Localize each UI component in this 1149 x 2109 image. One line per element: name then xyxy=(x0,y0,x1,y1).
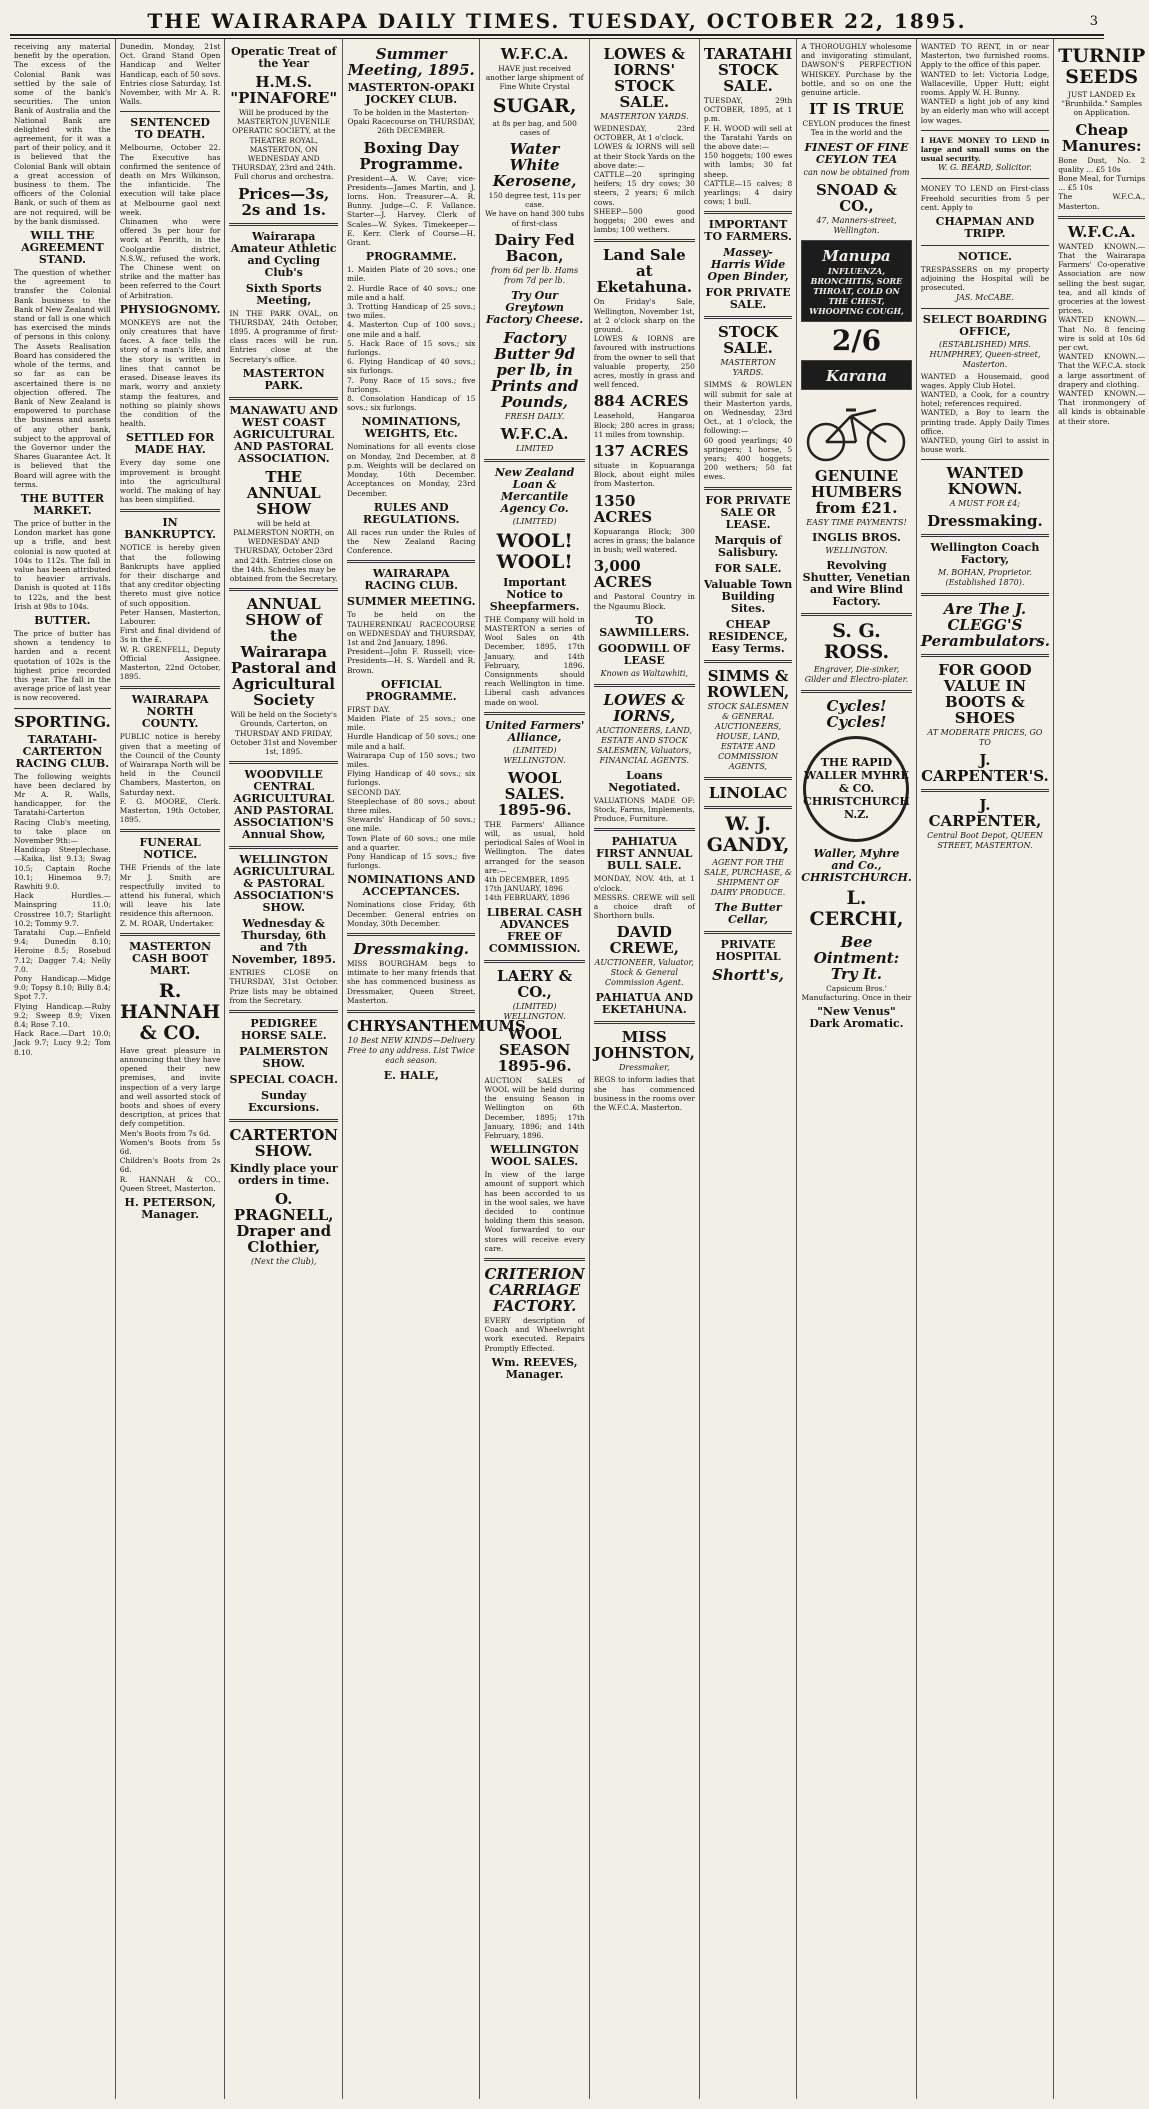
ad-subheading: FRESH DAILY. xyxy=(504,411,565,421)
article-body: Chinamen who were offered 3s per hour for work at Penrith, in the Coolgardie district, N.S.W., refused the work. The Chinese went on strike and the matter has been referred to the Court of Arbitration. xyxy=(119,217,221,300)
divider xyxy=(120,933,221,936)
ad-heading: TARATAHI STOCK SALE. xyxy=(703,45,793,95)
column-6 xyxy=(590,39,700,2099)
ad-heading: Sunday Excursions. xyxy=(248,1089,320,1115)
ad-body: FIRST DAY. Maiden Plate of 25 sovs.; one mile. Hurdle Handicap of 50 sovs.; one mile and a half. Wairarapa Cup of 150 sovs.; two miles. Flying Handicap of 40 sovs.; six furlongs. SECOND DAY. Steeplechase of 80 sovs.; about three miles. Stewards' Handicap of 50 sovs.; one mile. Town Plate of 60 sovs.; one mile and a quarter. Pony Handicap of 15 sovs.; five furlongs. xyxy=(346,704,476,871)
ad-heading: LINOLAC xyxy=(708,783,788,802)
ad-subheading: STOCK SALESMEN & GENERAL AUCTIONEERS, HOUSE, LAND, ESTATE AND COMMISSION AGENTS, xyxy=(707,701,789,771)
divider xyxy=(921,245,1050,246)
divider xyxy=(484,1258,584,1261)
ad-heading: NOMINATIONS AND ACCEPTANCES. xyxy=(347,873,476,899)
ad-heading: Boxing Day Programme. xyxy=(359,138,464,173)
ad-heading: Water White Kerosene, xyxy=(492,140,577,191)
divider xyxy=(704,316,792,319)
divider xyxy=(704,777,792,780)
divider xyxy=(704,660,792,663)
ad-heading: Loans Negotiated. xyxy=(608,768,681,794)
classified-body: WANTED TO RENT, in or near Masterton, two furnished rooms. Apply to the office of this paper. WANTED to let: Victoria Lodge, Wallaceville, Upper Hutt; eight rooms. Apply W. H. Bunny. WANTED a light job of any kind by an elderly man who will accept low wages. xyxy=(920,42,1050,125)
divider xyxy=(921,593,1050,596)
ad-heading: Karana xyxy=(825,366,887,385)
divider xyxy=(594,239,695,242)
rapid-bicycle-logo: THE RAPID WALLER MYHRE & CO. CHRISTCHURCH N.Z. xyxy=(803,736,909,842)
divider xyxy=(229,223,338,226)
ad-body: 150 degree test, 11s per case. xyxy=(488,191,581,210)
ad-subheading: (LIMITED) WELLINGTON. xyxy=(503,1001,566,1021)
divider xyxy=(921,130,1050,131)
notice-heading: WAIRARAPA NORTH COUNTY. xyxy=(131,693,209,731)
ad-subheading: EASY TIME PAYMENTS! xyxy=(806,517,907,527)
ad-body: will be held at PALMERSTON NORTH, on WEDNESDAY AND THURSDAY, October 23rd and 24th. Entries close on the 14th. Schedules may be obtained from the Secretary. xyxy=(229,518,338,584)
divider xyxy=(14,708,111,709)
ad-heading: Cycles! Cycles! xyxy=(826,696,887,731)
ad-heading: MASTERTON-OPAKI JOCKEY CLUB. xyxy=(347,81,475,106)
ad-body: WEDNESDAY, 23rd OCTOBER, At 1 o'clock. LOWES & IORNS will sell at their Stock Yards on the above date:— CATTLE—20 springing heifers; 15 dry cows; 30 steers, 2 years; 6 milch cows. SHEEP—500 good hoggets; 200 ewes and lambs; 100 wethers. xyxy=(593,124,695,235)
ad-heading: "New Venus" Dark Aromatic. xyxy=(809,1005,904,1031)
ad-heading: W.F.C.A. xyxy=(500,45,569,63)
column-4 xyxy=(343,39,526,2099)
ad-subheading: (LIMITED) WELLINGTON. xyxy=(503,745,566,765)
ad-heading: Dairy Fed Bacon, xyxy=(494,230,575,265)
ad-heading: Wednesday & Thursday, 6th and 7th November, 1895. xyxy=(231,917,336,967)
column-8 xyxy=(797,39,916,2099)
classified-body: TRESPASSERS on my property adjoining the Hospital will be prosecuted. xyxy=(920,265,1050,293)
ad-heading: SUMMER MEETING. xyxy=(347,595,476,609)
article-heading: THE BUTTER MARKET. xyxy=(20,491,104,517)
divider xyxy=(229,588,338,591)
ad-heading: W.F.C.A. xyxy=(1067,222,1136,241)
ad-heading: FOR SALE. xyxy=(714,561,782,575)
ad-heading: Waller, Myhre and Co., CHRISTCHURCH. xyxy=(801,846,912,884)
ad-body: Have great pleasure in announcing that they have opened their new premises, and invite inspection of a very large and well assorted stock of boots and shoes of every description, at prices that defy competition. Men's Boots from 7s 6d. Women's Boots from 5s 6d. Children's Boots from 2s 6d. R. HANNAH & CO., Queen Street, Masterton. xyxy=(119,1045,221,1193)
ad-heading: J. CARPENTER'S. xyxy=(921,751,1049,786)
column-2 xyxy=(116,39,226,2099)
notice-heading: FUNERAL NOTICE. xyxy=(139,836,201,862)
ad-heading: Summer Meeting, 1895. xyxy=(347,45,475,79)
divider xyxy=(229,761,338,764)
ad-heading: WELLINGTON AGRICULTURAL & PASTORAL ASSOCIATION'S SHOW. xyxy=(233,853,334,915)
ad-heading: MASTERTON CASH BOOT MART. xyxy=(129,939,212,977)
classified-subheading: W. G. BEARD, Solicitor. xyxy=(938,163,1032,173)
ad-body: Will be held on the Society's Grounds, Carterton, on THURSDAY AND FRIDAY, October 31st and November 1st, 1895. xyxy=(230,710,337,757)
column-1 xyxy=(10,39,116,2099)
ad-subheading: AT MODERATE PRICES, GO TO xyxy=(927,728,1043,748)
ad-body: MONDAY, NOV. 4th, at 1 o'clock. MESSRS. CREWE will sell a choice draft of Shorthorn bulls. xyxy=(593,874,695,921)
article-body: The price of butter has shown a tendency to harden and a recent quotation of 102s is the highest price recorded this year. The fall in the average price of last year is now recovered. xyxy=(14,628,111,703)
article-heading: BUTTER. xyxy=(34,613,91,627)
ad-body: MISS BOURGHAM begs to intimate to her many friends that she has commenced business as Dressmaker, Queen Street, Masterton. xyxy=(346,959,476,1005)
classified-heading: I HAVE MONEY TO LEND in large and small sums on the usual security. xyxy=(920,135,1050,164)
divider xyxy=(704,211,792,214)
ad-heading: Massey-Harris Wide Open Binder, xyxy=(707,246,789,284)
ad-heading: Cheap Manures: xyxy=(1061,120,1142,155)
ad-body: THE Company will hold in MASTERTON a series of Wool Sales on 4th December, 1895, 17th January, and 14th February, 1896. Consignments should reach Wellington in time. Liberal cash advances made on wool. xyxy=(484,614,585,707)
ad-heading: Kindly place your orders in time. xyxy=(229,1162,338,1188)
divider xyxy=(347,1010,476,1013)
ad-body: and Pastoral Country in the Ngaumu Block. xyxy=(593,592,695,611)
ad-heading: TO SAWMILLERS. xyxy=(599,613,690,639)
article-body: Melbourne, October 22. The Executive has confirmed the sentence of death on Mrs Wilkinson, the infanticide. The execution will take place at Melbourne gaol next week. xyxy=(119,143,221,217)
section-heading: SPORTING. xyxy=(14,712,111,731)
divider xyxy=(229,1119,338,1122)
ad-subheading: Engraver, Die-sinker, Gilder and Electro-plater. xyxy=(804,664,909,684)
ad-heading: PROGRAMME. xyxy=(365,250,457,264)
ad-subheading: from 6d per lb. Hams from 7d per lb. xyxy=(491,265,579,285)
ad-body: In view of the large amount of support which has been accorded to us in the wool sales, we have decided to continue holding them this season. Wool forwarded to our stores will receive every care. xyxy=(484,1170,585,1253)
article-body: The price of butter in the London market has gone up a trifle, and best colonial is now quoted at 104s to 112s. The fall in value has been attributed to heavier arrivals. Danish is quoted at 118s to 122s, and the best Irish at 98s to 104s. xyxy=(14,518,111,611)
ad-heading: O. PRAGNELL, Draper and Clothier, xyxy=(233,1190,334,1257)
ad-heading: MISS JOHNSTON, xyxy=(593,1028,695,1063)
ad-heading: WELLINGTON WOOL SALES. xyxy=(490,1143,579,1169)
ad-heading: Operatic Treat of the Year xyxy=(231,45,337,70)
ad-subheading: 10 Best NEW KINDS—Delivery Free to any address. List Twice each season. xyxy=(347,1036,475,1066)
divider xyxy=(120,686,221,689)
ad-heading: Wairarapa Amateur Athletic and Cycling Club's xyxy=(230,229,337,279)
ad-heading: GENUINE HUMBERS from £21. xyxy=(810,466,903,517)
divider xyxy=(120,829,221,832)
ad-heading: WOOL SEASON 1895-96. xyxy=(497,1024,572,1075)
ad-heading: Sixth Sports Meeting, xyxy=(245,281,322,307)
ad-body: All races run under the Rules of the New Zealand Racing Conference. xyxy=(346,527,476,556)
divider xyxy=(347,933,476,936)
ad-heading: Prices—3s, 2s and 1s. xyxy=(238,184,330,219)
ad-heading: E. HALE, xyxy=(383,1069,439,1083)
ad-heading: S. G. ROSS. xyxy=(823,619,890,663)
ad-heading: OFFICIAL PROGRAMME. xyxy=(365,677,457,703)
divider xyxy=(1058,216,1145,219)
ad-heading: PRIVATE HOSPITAL xyxy=(715,937,781,963)
article-body: MONKEYS are not the only creatures that have faces. A face tells the story of a man's life, and the story is written in lines that cannot be erased. Disease leaves its mark, worry and anxiety stamp the features, and nothing so plainly shows the condition of the health. xyxy=(119,317,221,429)
column-7 xyxy=(700,39,797,2099)
columns xyxy=(10,38,1146,2099)
classified-body: WANTED a Housemaid, good wages. Apply Club Hotel. WANTED, a Cook, for a country hotel; references required. WANTED, a Boy to learn the printing trade. Apply Daily Times office. WANTED, young Girl to assist in house work. xyxy=(920,371,1050,455)
article-body: The question of whether the agreement to transfer the Colonial Bank business to the Bank of New Zealand will stand or fall is one which has exercised the minds of persons in this colony. The Assets Realisation Board has considered the whole of the terms, and so far as can be ascertained there is no objection offered. The Bank of New Zealand is empowered to purchase the business and assets of any other bank, subject to the approval of the Governor under the Shares Guarantee Act. It is believed that the Board will agree with the terms. xyxy=(14,268,111,489)
ad-banner xyxy=(801,240,911,322)
ad-heading: DAVID CREWE, xyxy=(609,923,679,958)
ad-body: We have on hand 300 tubs of first-class xyxy=(485,209,585,228)
ad-heading: 1350 ACRES xyxy=(593,491,653,526)
ad-subheading: WELLINGTON. xyxy=(825,545,888,555)
classified-subheading: A MUST FOR £4; xyxy=(949,499,1021,509)
ad-heading: IMPORTANT TO FARMERS. xyxy=(704,218,792,244)
ad-heading: Are The J. CLEGG'S Perambulators. xyxy=(920,600,1050,651)
ad-heading: 3,000 ACRES xyxy=(593,557,653,592)
ad-heading: PALMERSTON SHOW. xyxy=(239,1045,329,1071)
ad-heading: SNOAD & CO., xyxy=(815,180,897,215)
ad-subheading: Dressmaker, xyxy=(618,1063,670,1073)
ad-body: President—A. W. Cave; vice-Presidents—James Martin, and J. Iorns. Hon. Treasurer—A. R. Bunny. Judge—C. F. Vallance. Starter—J. Harvey. Clerk of Scales—W. Sykes. Timekeeper—E. Kerr. Clerk of Course—H. Grant. xyxy=(346,173,476,248)
ad-body: Nominations close Friday, 6th December. General entries on Monday, 30th December. xyxy=(346,900,476,928)
ad-heading: Factory Butter 9d per lb, in Prints and Pounds, xyxy=(490,328,579,411)
ad-heading: Shortt's, xyxy=(712,965,784,984)
ad-subheading: AGENT FOR THE SALE, PURCHASE, & SHIPMENT OF DAIRY PRODUCE. xyxy=(704,857,792,897)
ad-heading: NOMINATIONS, WEIGHTS, Etc. xyxy=(361,415,461,441)
divider xyxy=(484,960,584,963)
ad-heading: PAHIATUA AND EKETAHUNA. xyxy=(595,991,693,1017)
divider xyxy=(704,487,792,490)
ad-heading: LOWES & IORNS' STOCK SALE. xyxy=(603,45,686,111)
classified-body: MONEY TO LEND on First-class Freehold securities from 5 per cent. Apply to xyxy=(920,184,1050,212)
ad-heading: IT IS TRUE xyxy=(809,100,904,119)
ad-body: THE Farmers' Alliance will, as usual, hold periodical Sales of Wool in Wellington. The dates arranged for the season are:— 4th DECEMBER, 1895 17th JANUARY, 1896 14th FEBRUARY, 1896 xyxy=(484,819,585,903)
article-heading: TARATAHI-CARTERTON RACING CLUB. xyxy=(15,732,110,770)
ad-heading: LIBERAL CASH ADVANCES FREE OF COMMISSION. xyxy=(486,905,583,955)
ad-body: Nominations for all events close on Monday, 2nd December, at 8 p.m. Weights will be declared on Monday, 16th December. Acceptances on Monday, 23rd December. xyxy=(346,442,476,498)
notice-body: NOTICE is hereby given that the following Bankrupts have applied for their discharge and that any creditor objecting thereto must give notice of such opposition. Peter Hansen, Masterton, Labourer. First and final dividend of 3s in the £. W. R. GRENFELL, Deputy Official Assignee. Masterton, 22nd October, 1895. xyxy=(119,543,221,682)
ad-body: Bone Dust, No. 2 quality ... £5 10s Bone Meal, for Turnips ... £5 10s The W.F.C.A., Masterton. xyxy=(1058,155,1146,211)
ad-heading: SUGAR, xyxy=(492,94,577,117)
article-heading: SETTLED FOR MADE HAY. xyxy=(125,431,215,457)
classified-heading: SELECT BOARDING OFFICE, xyxy=(922,312,1047,338)
classified-subheading: JAS. McCABE. xyxy=(955,292,1014,302)
ad-body: A THOROUGHLY wholesome and invigorating stimulant, DAWSON'S PERFECTION WHISKEY. Purchase by the bottle, and so on one the genuine article. xyxy=(801,42,912,98)
divider xyxy=(704,806,792,809)
ad-subheading: 47, Manners-street, Wellington. xyxy=(816,215,897,235)
ad-heading: WOODVILLE CENTRAL AGRICULTURAL AND PASTORAL ASSOCIATION'S Annual Show, xyxy=(233,768,334,842)
ad-body: 1. Maiden Plate of 20 sovs.; one mile. 2. Hurdle Race of 40 sovs.; one mile and a half. 3. Trotting Handicap of 25 sovs.; two miles. 4. Masterton Cup of 100 sovs.; one mile and a half. 5. Hack Race of 15 sovs.; six furlongs. 6. Flying Handicap of 40 sovs.; six furlongs. 7. Pony Race of 15 sovs.; five furlongs. 8. Consolation Handicap of 15 sovs.; six furlongs. xyxy=(346,265,476,413)
ad-body: EVERY description of Coach and Wheelwright work executed. Repairs Promptly Effected. xyxy=(484,1315,585,1353)
ad-heading: SPECIAL COACH. xyxy=(229,1073,338,1087)
ad-heading: TURNIP SEEDS xyxy=(1058,45,1146,88)
ad-body: BEGS to inform ladies that she has commenced business in the rooms over the W.F.C.A. Masterton. xyxy=(593,1075,695,1112)
divider xyxy=(921,459,1050,460)
notice-body: THE Friends of the late Mr J. Smith are respectfully invited to attend his funeral, which will leave his late residence this afternoon. Z. M. ROAR, Undertaker. xyxy=(119,863,221,928)
masthead xyxy=(10,8,1104,36)
ad-heading: STOCK SALE. xyxy=(718,323,779,358)
ad-heading: Wm. REEVES, Manager. xyxy=(491,1355,578,1381)
ad-heading: The Butter Cellar, xyxy=(714,900,782,926)
ad-heading: PAHIATUA FIRST ANNUAL BULL SALE. xyxy=(596,835,693,873)
classified-heading: WANTED KNOWN. xyxy=(946,464,1024,499)
divider xyxy=(484,459,584,462)
ad-body: On Friday's Sale, Wellington, November 1st, at 2 o'clock sharp on the ground. LOWES & IORNS are favoured with instructions from the owner to sell that valuable property, 250 acres, mostly in grass and well fenced. xyxy=(593,297,695,390)
article-heading: SENTENCED TO DEATH. xyxy=(130,116,210,142)
ad-body: TUESDAY, 29th OCTOBER, 1895, at 1 p.m. F. H. WOOD will sell at the Taratahi Yards on the above date:— 150 hoggets; 100 ewes with lambs; 30 fat sheep. CATTLE—15 calves; 8 yearlings; 4 dairy cows; 1 bull. xyxy=(703,96,793,207)
ad-body: at 8s per bag, and 500 cases of xyxy=(492,118,577,137)
column-5 xyxy=(480,39,589,2099)
ad-subheading: can now be obtained from xyxy=(803,167,910,177)
ad-subheading: Central Boot Depot, QUEEN STREET, MASTERTON. xyxy=(927,831,1043,851)
article-heading: PHYSIOGNOMY. xyxy=(119,302,221,316)
ad-subheading: Known as Waltawhiti, xyxy=(600,668,689,678)
article-body: receiving any material benefit by the operation. The excess of the Colonial Bank was settled by the sale of some of the bank's securities. The union Bank of Australia and the National Bank are delighted with the agreement, for it was a part of their policy, and it is believed that the Colonial Bank will obtain a great accession of business to them. The officers of the Colonial Bank, or such of them as are not required, will be by the bank dismissed. xyxy=(14,42,111,226)
ad-body: situate in Kopuaranga Block, about eight miles from Masterton. xyxy=(593,461,695,489)
divider xyxy=(801,690,911,693)
ad-body: SIMMS & ROWLEN will submit for sale at their Masterton yards, on Wednesday, 23rd Oct., at 1 o'clock, the following:— 60 good yearlings; 40 springers; 1 horse, 5 years; 400 hoggets; 200 wethers; 50 fat ewes. xyxy=(703,380,793,482)
ad-body: JUST LANDED Ex "Brunhilda." Samples on Application. xyxy=(1061,90,1142,118)
ad-heading: J. CARPENTER, xyxy=(928,796,1042,831)
newspaper-title: THE WAIRARAPA DAILY TIMES. TUESDAY, OCTOBER 22, 1895. xyxy=(147,9,967,33)
ad-subheading: (LIMITED) xyxy=(512,516,557,526)
divider xyxy=(347,560,476,563)
divider xyxy=(229,1010,338,1013)
divider xyxy=(921,308,1050,309)
article-body: Every day some one improvement is brought into the agricultural world. The making of hay has been simplified. xyxy=(119,458,221,505)
ad-subheading: INFLUENZA, BRONCHITIS, SORE THROAT, COLD ON THE CHEST, WHOOPING COUGH, xyxy=(809,265,904,316)
ad-heading: LAERY & CO., xyxy=(497,966,573,1001)
divider xyxy=(801,613,911,616)
notice-body: PUBLIC notice is hereby given that a meeting of the Council of the County of Wairarapa North will be held in the Council Chambers, Masterton, on Saturday next. F. G. MOORE, Clerk. Masterton, 19th October, 1895. xyxy=(119,732,221,825)
ad-heading: MANAWATU AND WEST COAST AGRICULTURAL AND PASTORAL ASSOCIATION. xyxy=(229,403,338,465)
ad-heading: United Farmers' Alliance, xyxy=(484,718,585,744)
ad-heading: FOR PRIVATE SALE OR LEASE. xyxy=(705,493,791,531)
ad-heading: FINEST OF FINE CEYLON TEA xyxy=(804,140,909,166)
ad-heading: INGLIS BROS. xyxy=(812,530,901,544)
ad-heading: THE ANNUAL SHOW xyxy=(246,467,321,518)
ad-banner xyxy=(801,360,911,390)
column-9 xyxy=(917,39,1055,2099)
ad-body: HAVE just received another large shipment of Fine White Crystal xyxy=(485,64,584,92)
ad-heading: CHEAP RESIDENCE, Easy Terms. xyxy=(708,617,788,655)
ad-body: Capsicum Bros.' Manufacturing. Once in their xyxy=(801,983,912,1002)
page-number-right: 3 xyxy=(1089,13,1098,29)
ad-heading: 137 ACRES xyxy=(593,442,689,461)
ad-heading: WOOL! WOOL! xyxy=(496,529,573,573)
ad-heading: FOR PRIVATE SALE. xyxy=(705,286,791,312)
article-body: Dunedin. Monday, 21st Oct. Grand Stand Open Handicap and Welter Handicap, each of 50 sovs. Entries close Saturday, 1st November, with Mr A. R. Walls. xyxy=(119,42,221,107)
ad-heading: MASTERTON PARK. xyxy=(242,366,325,392)
ad-subheading: LIMITED xyxy=(515,443,554,453)
divider xyxy=(120,111,221,112)
ad-subheading: M. BOHAN, Proprietor. (Established 1870). xyxy=(937,568,1032,588)
ad-heading: CARTERTON SHOW. xyxy=(229,1126,338,1161)
column-10 xyxy=(1054,39,1149,2099)
column-3 xyxy=(225,39,343,2099)
divider xyxy=(921,789,1050,792)
classified-heading: CHAPMAN AND TRIPP. xyxy=(935,215,1035,241)
ad-heading: WOOL SALES. 1895-96. xyxy=(497,768,572,819)
ad-subheading: AUCTIONEERS, LAND, ESTATE AND STOCK SALESMEN, Valuators, FINANCIAL AGENTS. xyxy=(596,725,693,765)
bicycle-icon xyxy=(801,394,911,464)
ad-heading: W.F.C.A. xyxy=(500,424,569,443)
ad-subheading: AUCTIONEER, Valuator, Stock & General Commission Agent. xyxy=(594,958,694,988)
ad-heading: LOWES & IORNS, xyxy=(603,690,686,725)
ad-body: To be held on the TAUHERENIKAU RACECOURSE on WEDNESDAY and THURSDAY, 1st and 2nd January, 1896. President—John F. Russell; vice-Presidents—H. S. Wardell and R. Brown. xyxy=(346,610,476,675)
ad-body: Kopuaranga Block; 300 acres in grass; the balance in bush; well watered. xyxy=(593,526,695,555)
classified-heading: NOTICE. xyxy=(957,250,1012,264)
ad-heading: Wellington Coach Factory, xyxy=(930,541,1040,567)
classified-subheading: (ESTABLISHED) MRS. HUMPHREY, Queen-street, Masterton. xyxy=(929,339,1041,369)
ad-subheading: (Next the Club), xyxy=(251,1257,317,1267)
ad-heading: Important Notice to Sheepfarmers. xyxy=(489,575,580,613)
ad-heading: W. J. GANDY, xyxy=(706,812,790,856)
ad-heading: SIMMS & ROWLEN, xyxy=(706,666,790,701)
divider xyxy=(484,712,584,715)
ad-heading: ANNUAL SHOW of the Wairarapa Pastoral and Agricultural Society xyxy=(230,595,337,710)
ad-body: VALUATIONS MADE OF: Stock, Farms, Implements, Produce, Furniture. xyxy=(593,795,695,824)
ad-subheading: MASTERTON YARDS. xyxy=(600,112,689,121)
ad-heading: Valuable Town Building Sites. xyxy=(703,577,793,615)
ad-heading: Land Sale at Eketahuna. xyxy=(596,246,693,297)
divider xyxy=(921,654,1050,657)
ad-heading: Manupa xyxy=(822,246,891,265)
ad-body: To be holden in the Masterton-Opaki Racecourse on THURSDAY, 26th DECEMBER. xyxy=(347,108,475,136)
article-body: The following weights have been declared by Mr A. R. Walls, handicapper, for the Taratahi-Carterton Racing Club's meeting, to take place on November 9th:— Handicap Steeplechase.—Kaika, list 9.13; Swag 10.5; Captain Roche 10.1; Hinemoa 9.7; Rawhiti 9.0. Hack Hurdles.—Mainspring 11.0; Crosstree 10.7; Starlight 10.2; Tommy 9.7. Taratahi Cup.—Enfield 9.4; Dunedin 8.10; Heroine 8.5; Rosebud 7.12; Dagger 7.4; Nelly 7.0. Pony Handicap.—Midge 9.0; Topsy 8.10; Billy 8.4; Spot 7.7. Flying Handicap.—Ruby 9.2; Sweep 8.9; Vixen 8.4; Rose 7.10. Hack Race.—Dart 10.0; Jack 9.7; Lucy 9.2; Tom 8.10. xyxy=(14,771,111,1057)
ad-body: Leasehold, Hangaroa Block; 280 acres in grass; 11 miles from township. xyxy=(593,411,695,439)
ad-heading: RULES AND REGULATIONS. xyxy=(362,500,460,526)
ad-heading: Revolving Shutter, Venetian and Wire Blind Factory. xyxy=(802,558,911,608)
divider xyxy=(921,178,1050,179)
divider xyxy=(229,846,338,849)
ad-heading: L. CERCHI, xyxy=(809,886,904,930)
ad-heading: Dressmaking. xyxy=(353,940,470,958)
ad-heading: GOODWILL OF LEASE xyxy=(598,641,691,667)
ad-heading: H.M.S. "PINAFORE" xyxy=(230,73,338,107)
ad-heading: WAIRARAPA RACING CLUB. xyxy=(364,567,458,593)
ad-heading: CRITERION CARRIAGE FACTORY. xyxy=(484,1264,585,1315)
divider xyxy=(229,397,338,400)
ad-heading: Bee Ointment: Try It. xyxy=(813,932,900,983)
ad-subheading: MASTERTON YARDS. xyxy=(720,358,776,378)
ad-body: CEYLON produces the finest Tea in the world and the xyxy=(802,119,911,138)
ad-heading: Try Our Greytown Factory Cheese. xyxy=(485,288,584,326)
price-figure: 2/6 xyxy=(831,323,882,357)
ad-heading: 884 ACRES xyxy=(593,392,689,411)
ad-body: AUCTION SALES of WOOL will be held during the ensuing Season in Wellington on 6th December, 1895; 17th January, 1896; and 14th February, 1896. xyxy=(484,1075,585,1140)
divider xyxy=(594,828,695,831)
ad-body: IN THE PARK OVAL, on THURSDAY, 24th October, 1895. A programme of first-class races will be run. Entries close at the Secretary's office. xyxy=(229,308,338,364)
ad-heading: New Zealand Loan & Mercantile Agency Co. xyxy=(494,465,575,515)
ad-body: Will be produced by the MASTERTON JUVENILE OPERATIC SOCIETY, at the THEATRE ROYAL, MASTERTON, ON WEDNESDAY AND THURSDAY, 23rd and 24th. Full chorus and orchestra. xyxy=(231,108,336,182)
divider xyxy=(120,509,221,512)
divider xyxy=(594,1021,695,1024)
notice-heading: IN BANKRUPTCY. xyxy=(124,516,216,542)
ad-heading: R. HANNAH & CO. xyxy=(120,979,221,1044)
classified-heading: Dressmaking. xyxy=(927,512,1043,531)
ad-body: ENTRIES CLOSE on THURSDAY, 31st October. Prize lists may be obtained from the Secretary. xyxy=(229,968,338,1005)
ad-heading: Marquis of Salisbury. xyxy=(714,533,782,559)
ad-heading: PEDIGREE HORSE SALE. xyxy=(240,1017,327,1043)
divider xyxy=(704,931,792,934)
ad-heading: CHRYSANTHEMUMS xyxy=(346,1017,526,1036)
ad-heading: H. PETERSON, Manager. xyxy=(124,1196,216,1222)
article-heading: WILL THE AGREEMENT STAND. xyxy=(21,229,104,267)
divider xyxy=(594,684,695,687)
divider xyxy=(921,534,1050,537)
ad-heading: FOR GOOD VALUE IN BOOTS & SHOES xyxy=(938,661,1032,728)
classified-body: WANTED KNOWN.—That the Wairarapa Farmers' Co-operative Association are now selling the best sugar, tea, and all kinds of groceries at the lowest prices. WANTED KNOWN.—That No. 8 fencing wire is sold at 10s 6d per cwt. WANTED KNOWN.—That the W.F.C.A. stock a large assortment of drapery and clothing. WANTED KNOWN.—That ironmongery of all kinds is obtainable at their store. xyxy=(1058,241,1146,426)
